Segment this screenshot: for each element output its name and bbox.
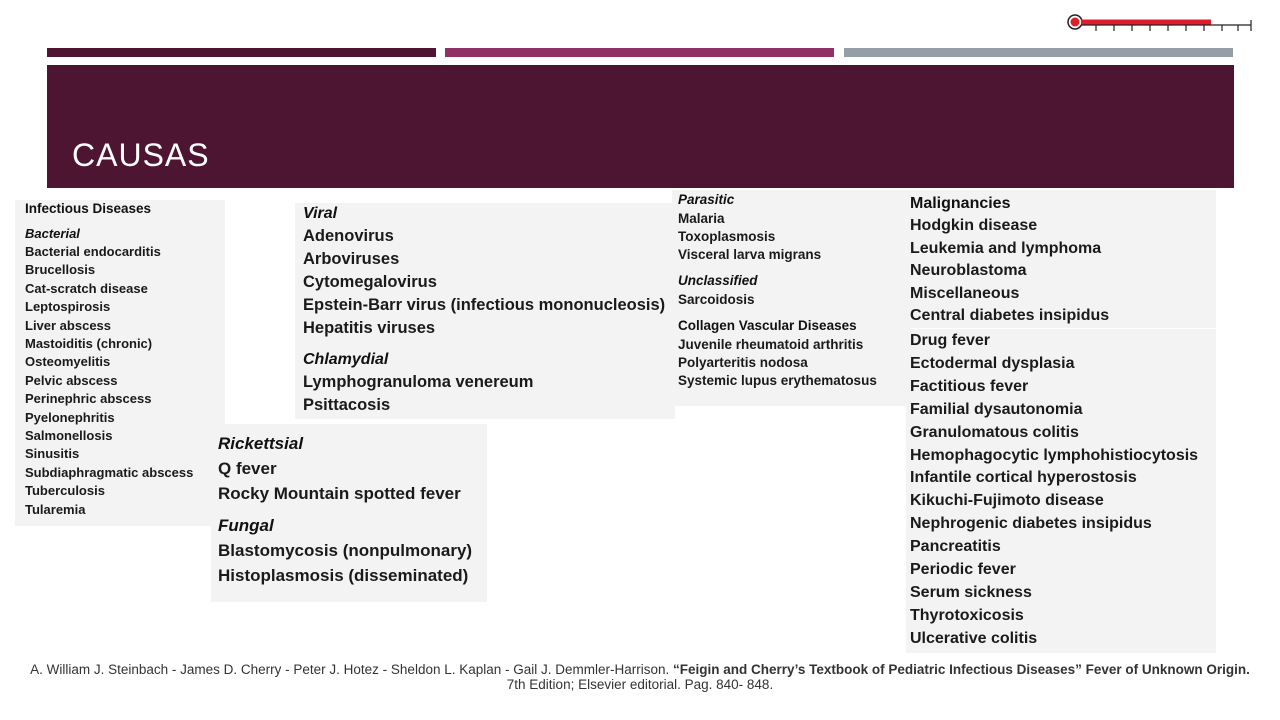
accent-bar-dark — [47, 48, 436, 57]
list-item: Tuberculosis — [25, 483, 105, 499]
panel-miscellaneous — [906, 329, 1216, 653]
fungal-heading: Fungal — [218, 516, 274, 535]
slide-title: CAUSAS — [72, 137, 210, 173]
list-item: Factitious fever — [910, 377, 1029, 395]
list-item: Subdiaphragmatic abscess — [25, 464, 194, 480]
list-item: Liver abscess — [25, 317, 112, 333]
list-item: Miscellaneous — [910, 284, 1020, 302]
list-item: Bacterial endocarditis — [25, 244, 161, 259]
list-item: Infantile cortical hyperostosis — [910, 469, 1137, 487]
chlamydial-heading: Chlamydial — [303, 351, 389, 368]
rickettsial-list — [218, 456, 487, 506]
list-item: Hemophagocytic lymphohistiocytosis — [910, 446, 1199, 464]
rickettsial-heading: Rickettsial — [218, 434, 304, 453]
list-item: Hepatitis viruses — [303, 319, 436, 337]
list-item: Toxoplasmosis — [678, 229, 776, 244]
chlamydial-list — [303, 371, 675, 417]
list-item: Hodgkin disease — [910, 217, 1038, 234]
list-item: Pancreatitis — [910, 538, 1001, 556]
list-item: Nephrogenic diabetes insipidus — [910, 515, 1152, 533]
list-item: Perinephric abscess — [25, 391, 152, 407]
list-item: Ectodermal dysplasia — [910, 354, 1075, 372]
list-item: Granulomatous colitis — [910, 423, 1079, 441]
list-item: Lymphogranuloma venereum — [303, 373, 534, 391]
list-item: Visceral larva migrans — [678, 247, 822, 262]
citation-edition: 7th Edition; Elsevier editorial. Pag. 840- 848. — [506, 677, 774, 692]
list-item: Brucellosis — [25, 262, 96, 278]
unclassified-heading: Unclassified — [678, 273, 758, 288]
list-item: Pelvic abscess — [25, 372, 118, 388]
citation-authors: A. William J. Steinbach - James D. Cherry - Peter J. Hotez - Sheldon L. Kaplan - Gail J. Demmler-Harrison. — [30, 662, 670, 677]
list-item: Neuroblastoma — [910, 262, 1027, 280]
list-item: Salmonellosis — [25, 428, 113, 444]
title-band — [47, 65, 1234, 188]
malignancies-heading: Malignancies — [910, 195, 1011, 212]
list-item: Periodic fever — [910, 561, 1016, 579]
list-item: Epstein-Barr virus (infectious mononucleosis) — [303, 296, 666, 314]
panel-rickettsial-fungal — [211, 424, 487, 602]
parasitic-list — [678, 210, 910, 264]
list-item: Mastoiditis (chronic) — [25, 336, 153, 352]
panel-subheading: Bacterial — [25, 226, 80, 241]
list-item: Systemic lupus erythematosus — [678, 373, 877, 388]
fungal-list — [218, 538, 487, 588]
viral-list — [303, 225, 675, 340]
list-item: Histoplasmosis (disseminated) — [218, 566, 469, 585]
list-item: Arboviruses — [303, 250, 400, 268]
accent-bar-magenta — [445, 48, 834, 57]
list-item: Serum sickness — [910, 583, 1032, 601]
unclassified-list — [678, 291, 910, 309]
accent-bar-gray — [844, 48, 1233, 57]
collagen-list — [678, 336, 910, 390]
parasitic-heading: Parasitic — [678, 192, 735, 207]
list-item: Juvenile rheumatoid arthritis — [678, 337, 864, 352]
miscellaneous-list — [910, 330, 1216, 651]
list-item: Adenovirus — [303, 227, 394, 245]
list-item: Kikuchi-Fujimoto disease — [910, 492, 1104, 510]
list-item: Malaria — [678, 211, 725, 226]
list-item: Ulcerative colitis — [910, 629, 1038, 647]
list-item: Thyrotoxicosis — [910, 606, 1024, 624]
list-item: Leukemia and lymphoma — [910, 239, 1102, 257]
list-item: Sinusitis — [25, 446, 80, 462]
list-item: Rocky Mountain spotted fever — [218, 484, 461, 503]
panel-malignancies — [906, 190, 1216, 328]
list-item: Cat-scratch disease — [25, 280, 148, 296]
malignancies-list — [910, 215, 1216, 328]
list-item: Familial dysautonomia — [910, 400, 1083, 418]
collagen-heading: Collagen Vascular Diseases — [678, 318, 857, 333]
citation-book: “Feigin and Cherry’s Textbook of Pediatric Infectious Diseases” Fever of Unknown Origin. — [673, 662, 1250, 677]
item-list — [25, 243, 225, 519]
list-item: Tularemia — [25, 501, 86, 517]
list-item: Blastomycosis (nonpulmonary) — [218, 541, 473, 560]
list-item: Pyelonephritis — [25, 409, 115, 425]
list-item: Leptospirosis — [25, 299, 111, 315]
panel-heading: Infectious Diseases — [25, 201, 152, 216]
panel-infectious-bacterial — [15, 200, 225, 526]
list-item: Osteomyelitis — [25, 354, 111, 370]
list-item: Drug fever — [910, 332, 991, 349]
panel-parasitic-collagen — [672, 190, 910, 406]
citation — [30, 662, 1250, 692]
list-item: Polyarteritis nodosa — [678, 355, 808, 370]
viral-heading: Viral — [303, 205, 338, 222]
list-item: Central diabetes insipidus — [910, 307, 1110, 325]
thermometer-icon — [1066, 12, 1256, 34]
list-item: Q fever — [218, 459, 277, 478]
list-item: Sarcoidosis — [678, 292, 755, 307]
panel-viral-chlamydial — [295, 203, 675, 419]
list-item: Psittacosis — [303, 396, 391, 414]
list-item: Cytomegalovirus — [303, 273, 437, 291]
